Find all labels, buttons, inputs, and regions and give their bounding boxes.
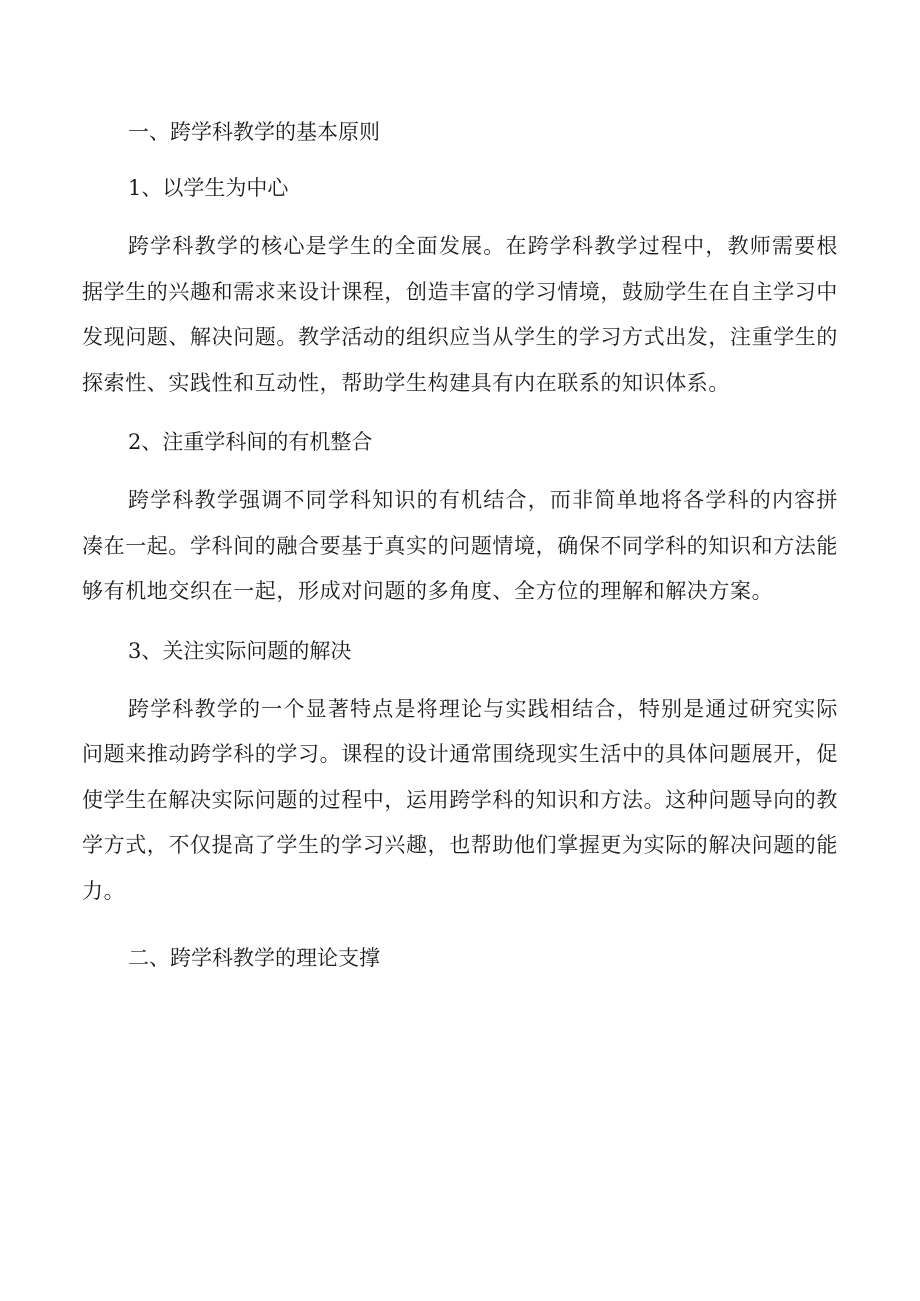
section-title-1: 一、跨学科教学的基本原则 (128, 120, 380, 144)
subsection-heading-2: 2、注重学科间的有机整合 (128, 430, 373, 454)
subsection-body-2: 跨学科教学强调不同学科知识的有机结合，而非简单地将各学科的内容拼凑在一起。学科间的融合要基于真实的问题情境，确保不同学科的知识和方法能够有机地交织在一起，形成对问题的多角度、全方位的理解和解决方案。 (82, 488, 838, 603)
subsection-body-3: 跨学科教学的一个显著特点是将理论与实践相结合，特别是通过研究实际问题来推动跨学科的学习。课程的设计通常围绕现实生活中的具体问题展开，促使学生在解决实际问题的过程中，运用跨学科的知识和方法。这种问题导向的教学方式，不仅提高了学生的学习兴趣，也帮助他们掌握更为实际的解决问题的能力。 (82, 696, 838, 903)
subsection-heading-1: 1、以学生为中心 (128, 176, 289, 200)
subsection-body-1: 跨学科教学的核心是学生的全面发展。在跨学科教学过程中，教师需要根据学生的兴趣和需求来设计课程，创造丰富的学习情境，鼓励学生在自主学习中发现问题、解决问题。教学活动的组织应当从学生的学习方式出发，注重学生的探索性、实践性和互动性，帮助学生构建具有内在联系的知识体系。 (82, 234, 838, 395)
subsection-heading-3: 3、关注实际问题的解决 (128, 638, 352, 663)
section-title-2: 二、跨学科教学的理论支撑 (128, 946, 380, 970)
